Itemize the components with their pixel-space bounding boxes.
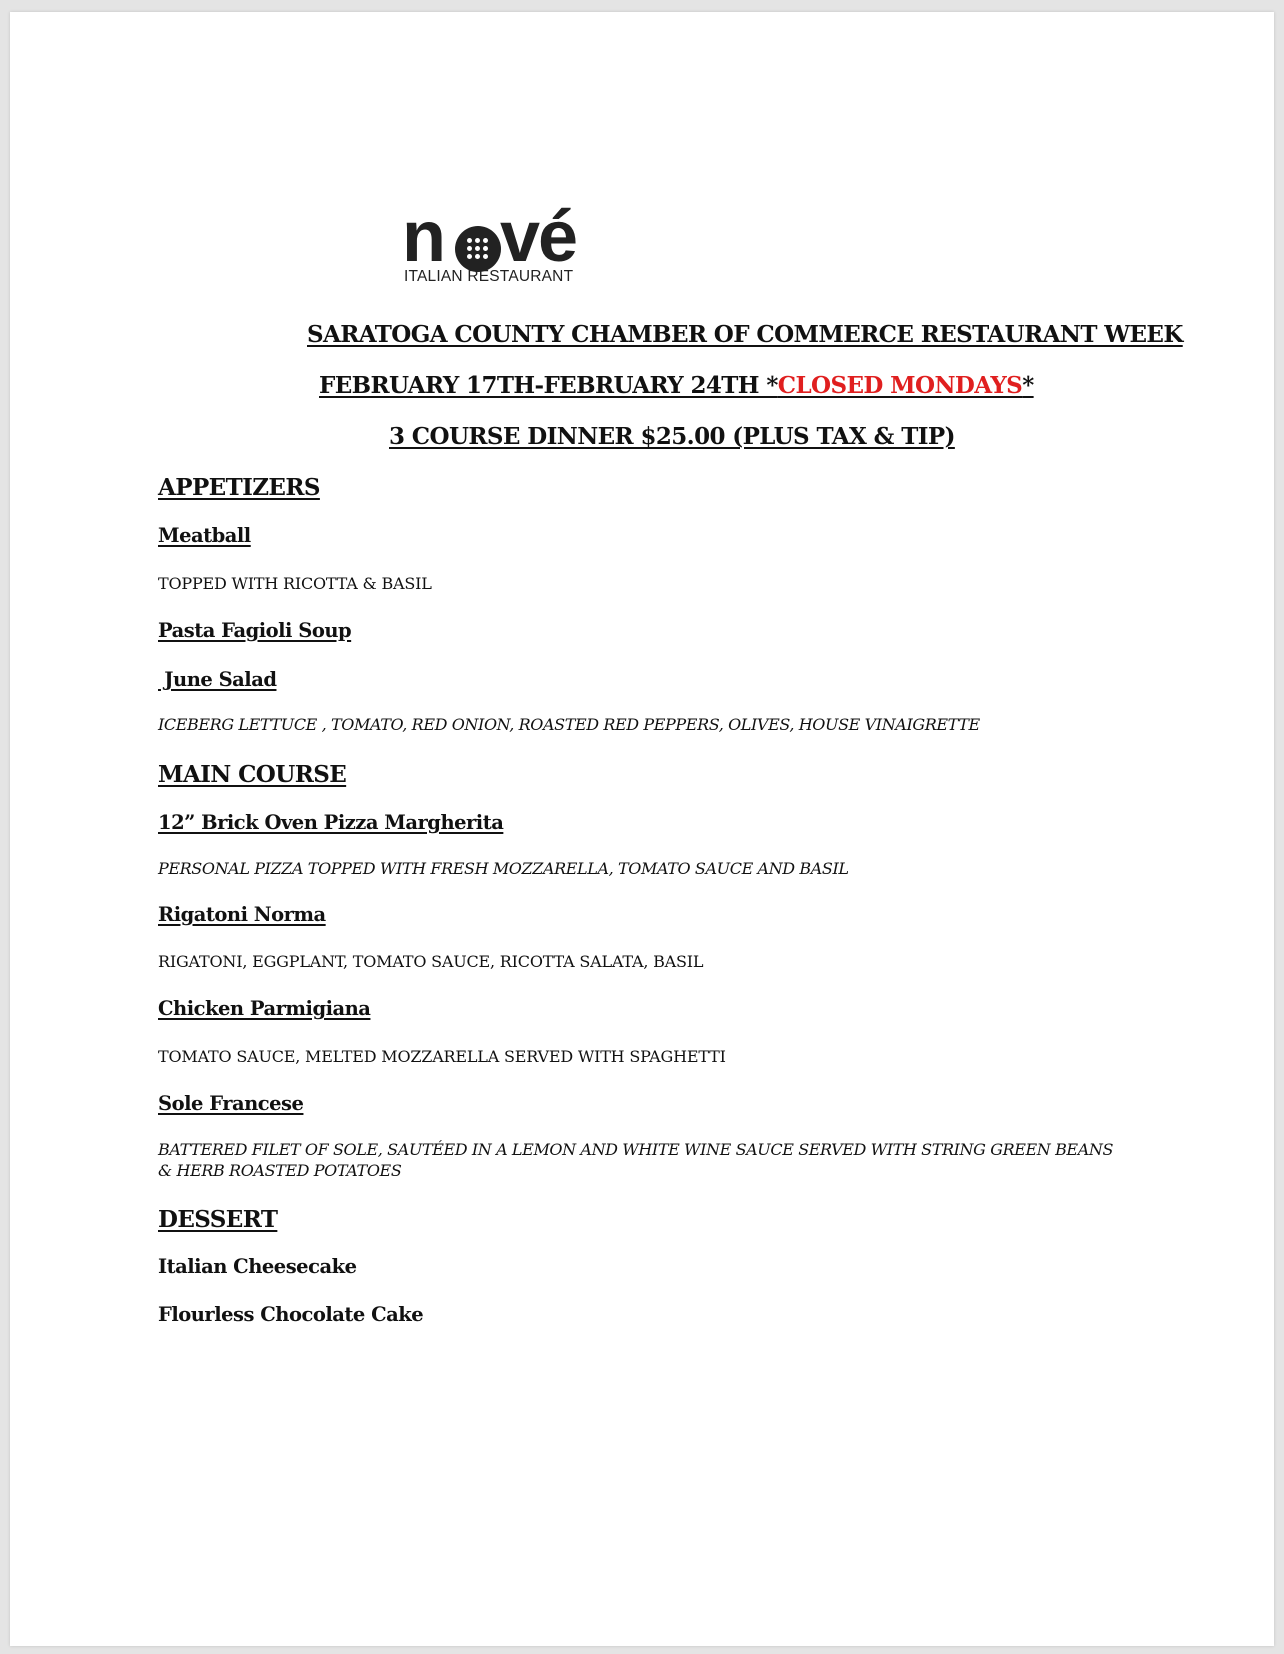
menu-item-name: Meatball	[158, 524, 251, 547]
appetizers-heading: APPETIZERS	[158, 474, 320, 501]
menu-item-name: Chicken Parmigiana	[158, 997, 371, 1020]
menu-item-name: Sole Francese	[158, 1092, 304, 1115]
menu-item-name: Pasta Fagioli Soup	[158, 619, 352, 642]
menu-item-description: TOPPED WITH RICOTTA & BASIL	[158, 574, 432, 593]
menu-item-name: June Salad	[158, 668, 277, 691]
restaurant-logo: n v é ITALIAN RESTAURANT	[402, 197, 577, 285]
closed-notice: CLOSED MONDAYS	[777, 372, 1023, 399]
menu-item-description: TOMATO SAUCE, MELTED MOZZARELLA SERVED WITH SPAGHETTI	[158, 1047, 726, 1066]
event-title: SARATOGA COUNTY CHAMBER OF COMMERCE RESTAURANT WEEK	[307, 321, 1183, 348]
menu-item-description: RIGATONI, EGGPLANT, TOMATO SAUCE, RICOTTA SALATA, BASIL	[158, 952, 704, 971]
event-dates	[319, 372, 1034, 399]
menu-item-description: BATTERED FILET OF SOLE, SAUTÉED IN A LEMON AND WHITE WINE SAUCE SERVED WITH STRING GREEN BEANS & HERB ROASTED POTATOES	[158, 1140, 1114, 1180]
menu-item-name: Flourless Chocolate Cake	[158, 1303, 424, 1326]
menu-item-description: PERSONAL PIZZA TOPPED WITH FRESH MOZZARELLA, TOMATO SAUCE AND BASIL	[158, 859, 849, 878]
main-course-heading: MAIN COURSE	[158, 761, 347, 788]
menu-item-name: 12” Brick Oven Pizza Margherita	[158, 811, 504, 834]
dessert-heading: DESSERT	[158, 1206, 278, 1233]
price-line: 3 COURSE DINNER $25.00 (PLUS TAX & TIP)	[389, 423, 955, 450]
menu-item-name: Rigatoni Norma	[158, 903, 326, 926]
event-dates-suffix: *	[1022, 372, 1034, 399]
logo-subtitle: ITALIAN RESTAURANT	[404, 268, 574, 285]
menu-item-name: Italian Cheesecake	[158, 1255, 357, 1278]
event-dates-text: FEBRUARY 17TH-FEBRUARY 24TH *	[319, 372, 778, 399]
menu-page	[10, 12, 1274, 1646]
logo-grid-icon	[455, 226, 501, 272]
menu-item-description: ICEBERG LETTUCE , TOMATO, RED ONION, ROASTED RED PEPPERS, OLIVES, HOUSE VINAIGRETTE	[158, 715, 980, 734]
